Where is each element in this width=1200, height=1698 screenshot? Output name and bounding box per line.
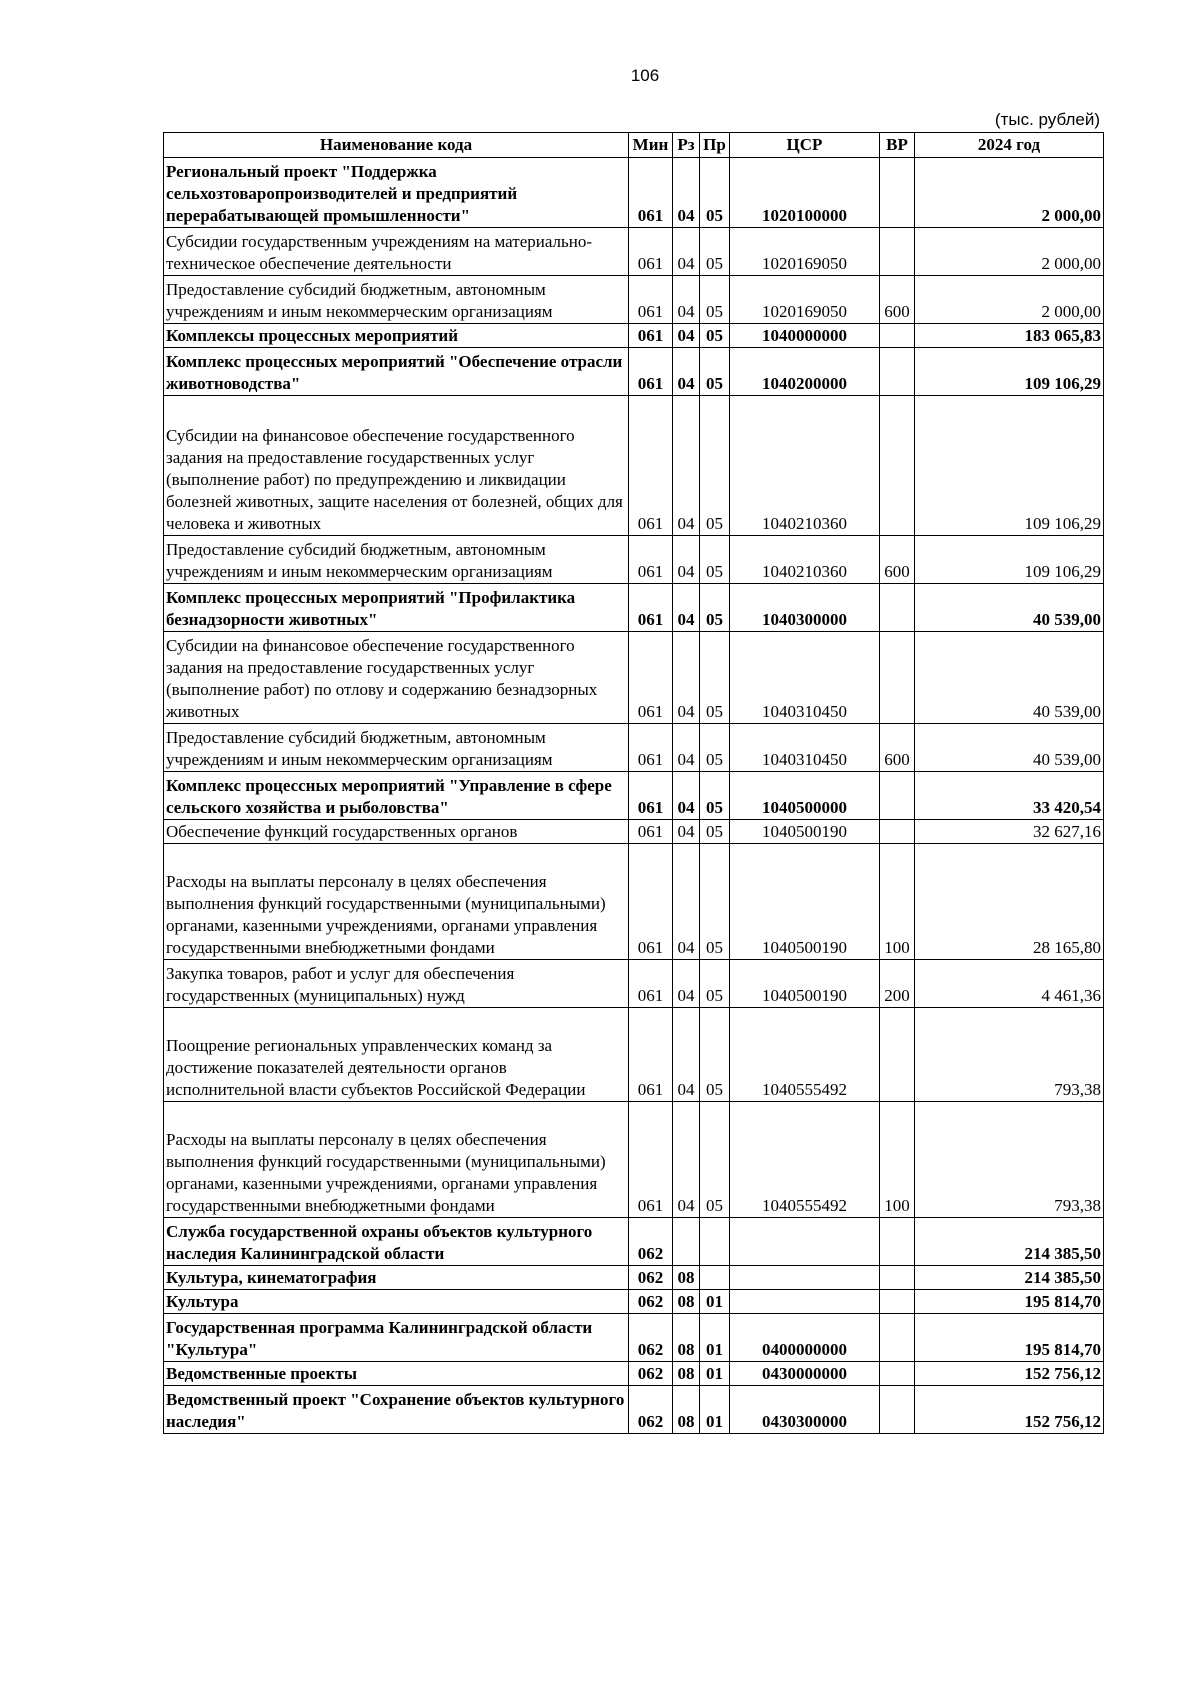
row-rz: 04 [673, 724, 700, 772]
row-pr: 05 [700, 724, 730, 772]
row-amount: 195 814,70 [915, 1314, 1104, 1362]
row-name: Комплексы процессных мероприятий [164, 324, 629, 348]
row-amount: 32 627,16 [915, 820, 1104, 844]
row-rz: 04 [673, 276, 700, 324]
row-name: Субсидии на финансовое обеспечение государственного задания на предоставление государственных услуг (выполнение работ) по предупреждению и ликвидации болезней животных, защите населения от болезней, общих для человека и животных [164, 396, 629, 536]
row-pr: 05 [700, 820, 730, 844]
row-rz: 04 [673, 228, 700, 276]
row-rz: 04 [673, 632, 700, 724]
row-rz: 04 [673, 844, 700, 960]
row-min: 061 [629, 1102, 673, 1218]
row-name: Ведомственный проект "Сохранение объектов культурного наследия" [164, 1386, 629, 1434]
row-rz: 04 [673, 536, 700, 584]
header-name: Наименование кода [164, 133, 629, 158]
row-rz: 08 [673, 1386, 700, 1434]
row-name: Ведомственные проекты [164, 1362, 629, 1386]
row-csr: 0400000000 [730, 1314, 880, 1362]
table-row [164, 1290, 1104, 1314]
row-vr [880, 1314, 915, 1362]
row-amount: 28 165,80 [915, 844, 1104, 960]
table-row [164, 960, 1104, 1008]
row-pr: 05 [700, 228, 730, 276]
row-name: Предоставление субсидий бюджетным, автономным учреждениям и иным некоммерческим организациям [164, 276, 629, 324]
header-rz: Рз [673, 133, 700, 158]
row-csr: 1040310450 [730, 724, 880, 772]
row-vr: 600 [880, 724, 915, 772]
row-name: Региональный проект "Поддержка сельхозтоваропроизводителей и предприятий перерабатывающей промышленности" [164, 158, 629, 228]
row-csr: 1040210360 [730, 396, 880, 536]
row-pr: 05 [700, 632, 730, 724]
row-name: Расходы на выплаты персоналу в целях обеспечения выполнения функций государственными (муниципальными) органами, казенными учреждениями, органами управления государственными внебюджетными фондами [164, 1102, 629, 1218]
header-csr: ЦСР [730, 133, 880, 158]
row-csr: 1040500190 [730, 844, 880, 960]
row-pr: 05 [700, 324, 730, 348]
row-name: Предоставление субсидий бюджетным, автономным учреждениям и иным некоммерческим организациям [164, 724, 629, 772]
row-amount: 40 539,00 [915, 724, 1104, 772]
row-rz: 04 [673, 396, 700, 536]
header-pr: Пр [700, 133, 730, 158]
row-amount: 109 106,29 [915, 396, 1104, 536]
row-csr: 1040500000 [730, 772, 880, 820]
row-amount: 152 756,12 [915, 1362, 1104, 1386]
row-vr [880, 348, 915, 396]
row-pr: 05 [700, 960, 730, 1008]
row-csr: 1020169050 [730, 276, 880, 324]
row-vr: 600 [880, 276, 915, 324]
row-rz: 08 [673, 1314, 700, 1362]
row-pr: 05 [700, 584, 730, 632]
row-name: Расходы на выплаты персоналу в целях обеспечения выполнения функций государственными (муниципальными) органами, казенными учреждениями, органами управления государственными внебюджетными фондами [164, 844, 629, 960]
row-amount: 109 106,29 [915, 348, 1104, 396]
row-min: 061 [629, 158, 673, 228]
row-csr: 0430300000 [730, 1386, 880, 1434]
row-amount: 4 461,36 [915, 960, 1104, 1008]
table-row [164, 228, 1104, 276]
row-min: 061 [629, 724, 673, 772]
row-name: Государственная программа Калининградской области "Культура" [164, 1314, 629, 1362]
row-name: Обеспечение функций государственных органов [164, 820, 629, 844]
row-amount: 214 385,50 [915, 1218, 1104, 1266]
row-name: Субсидии государственным учреждениям на материально-техническое обеспечение деятельности [164, 228, 629, 276]
table-row [164, 324, 1104, 348]
table-row [164, 820, 1104, 844]
table-row [164, 772, 1104, 820]
row-name: Поощрение региональных управленческих команд за достижение показателей деятельности органов исполнительной власти субъектов Российской Федерации [164, 1008, 629, 1102]
row-name: Культура, кинематография [164, 1266, 629, 1290]
row-name: Закупка товаров, работ и услуг для обеспечения государственных (муниципальных) нужд [164, 960, 629, 1008]
row-vr: 100 [880, 844, 915, 960]
row-rz: 08 [673, 1362, 700, 1386]
row-min: 061 [629, 276, 673, 324]
row-csr: 1020169050 [730, 228, 880, 276]
row-csr: 0430000000 [730, 1362, 880, 1386]
row-amount: 183 065,83 [915, 324, 1104, 348]
row-name: Служба государственной охраны объектов культурного наследия Калининградской области [164, 1218, 629, 1266]
table-row [164, 1218, 1104, 1266]
row-amount: 33 420,54 [915, 772, 1104, 820]
row-min: 062 [629, 1266, 673, 1290]
row-vr [880, 1218, 915, 1266]
row-vr [880, 1386, 915, 1434]
row-csr: 1040500190 [730, 960, 880, 1008]
table-header-row [164, 133, 1104, 158]
row-pr: 01 [700, 1290, 730, 1314]
row-csr: 1040200000 [730, 348, 880, 396]
row-name: Предоставление субсидий бюджетным, автономным учреждениям и иным некоммерческим организациям [164, 536, 629, 584]
row-amount: 152 756,12 [915, 1386, 1104, 1434]
row-vr [880, 228, 915, 276]
row-vr [880, 584, 915, 632]
row-pr: 05 [700, 276, 730, 324]
row-vr [880, 324, 915, 348]
page-number: 106 [630, 66, 660, 85]
table-row [164, 1386, 1104, 1434]
units-label: (тыс. рублей) [994, 110, 1100, 129]
row-amount: 2 000,00 [915, 158, 1104, 228]
row-vr [880, 772, 915, 820]
row-min: 061 [629, 772, 673, 820]
row-amount: 793,38 [915, 1008, 1104, 1102]
row-min: 062 [629, 1386, 673, 1434]
row-vr: 600 [880, 536, 915, 584]
row-vr [880, 396, 915, 536]
row-name: Комплекс процессных мероприятий "Профилактика безнадзорности животных" [164, 584, 629, 632]
row-min: 062 [629, 1218, 673, 1266]
row-min: 061 [629, 632, 673, 724]
row-amount: 40 539,00 [915, 632, 1104, 724]
row-pr [700, 1266, 730, 1290]
row-rz: 04 [673, 324, 700, 348]
row-csr: 1040300000 [730, 584, 880, 632]
row-min: 062 [629, 1362, 673, 1386]
row-amount: 40 539,00 [915, 584, 1104, 632]
table-row [164, 396, 1104, 536]
row-rz: 04 [673, 1102, 700, 1218]
header-min: Мин [629, 133, 673, 158]
row-min: 062 [629, 1314, 673, 1362]
table-row [164, 1362, 1104, 1386]
table-row [164, 158, 1104, 228]
row-csr: 1040210360 [730, 536, 880, 584]
row-csr: 1040000000 [730, 324, 880, 348]
table-row [164, 844, 1104, 960]
table-row [164, 724, 1104, 772]
row-min: 062 [629, 1290, 673, 1314]
row-rz: 04 [673, 1008, 700, 1102]
row-amount: 793,38 [915, 1102, 1104, 1218]
row-rz: 04 [673, 158, 700, 228]
row-min: 061 [629, 584, 673, 632]
row-pr: 05 [700, 536, 730, 584]
row-min: 061 [629, 324, 673, 348]
row-csr: 1040555492 [730, 1008, 880, 1102]
header-vr: ВР [880, 133, 915, 158]
row-min: 061 [629, 1008, 673, 1102]
row-rz: 04 [673, 960, 700, 1008]
row-rz: 04 [673, 820, 700, 844]
row-min: 061 [629, 820, 673, 844]
row-pr: 05 [700, 1102, 730, 1218]
row-csr: 1040555492 [730, 1102, 880, 1218]
row-pr: 01 [700, 1362, 730, 1386]
table-row [164, 632, 1104, 724]
row-vr [880, 1290, 915, 1314]
row-csr: 1040500190 [730, 820, 880, 844]
row-pr: 05 [700, 158, 730, 228]
row-vr [880, 1266, 915, 1290]
row-rz: 04 [673, 348, 700, 396]
row-vr: 100 [880, 1102, 915, 1218]
row-min: 061 [629, 228, 673, 276]
row-min: 061 [629, 536, 673, 584]
row-pr: 05 [700, 844, 730, 960]
table-row [164, 1102, 1104, 1218]
row-csr: 1040310450 [730, 632, 880, 724]
row-rz: 08 [673, 1290, 700, 1314]
row-rz [673, 1218, 700, 1266]
row-csr [730, 1290, 880, 1314]
row-rz: 08 [673, 1266, 700, 1290]
row-vr [880, 820, 915, 844]
row-amount: 214 385,50 [915, 1266, 1104, 1290]
header-year: 2024 год [915, 133, 1104, 158]
row-csr [730, 1218, 880, 1266]
budget-table [163, 132, 1104, 1434]
table-row [164, 584, 1104, 632]
row-vr [880, 158, 915, 228]
table-row [164, 1008, 1104, 1102]
row-pr: 01 [700, 1314, 730, 1362]
row-vr: 200 [880, 960, 915, 1008]
row-name: Культура [164, 1290, 629, 1314]
row-rz: 04 [673, 772, 700, 820]
row-name: Комплекс процессных мероприятий "Обеспечение отрасли животноводства" [164, 348, 629, 396]
row-vr [880, 1362, 915, 1386]
row-amount: 109 106,29 [915, 536, 1104, 584]
row-amount: 195 814,70 [915, 1290, 1104, 1314]
table-row [164, 1314, 1104, 1362]
row-pr: 05 [700, 772, 730, 820]
table-row [164, 536, 1104, 584]
row-pr: 05 [700, 348, 730, 396]
row-amount: 2 000,00 [915, 276, 1104, 324]
row-min: 061 [629, 396, 673, 536]
row-name: Субсидии на финансовое обеспечение государственного задания на предоставление государственных услуг (выполнение работ) по отлову и содержанию безнадзорных животных [164, 632, 629, 724]
table-row [164, 348, 1104, 396]
row-vr [880, 632, 915, 724]
row-pr: 05 [700, 1008, 730, 1102]
row-pr: 05 [700, 396, 730, 536]
row-min: 061 [629, 960, 673, 1008]
row-name: Комплекс процессных мероприятий "Управление в сфере сельского хозяйства и рыболовства" [164, 772, 629, 820]
row-pr [700, 1218, 730, 1266]
row-min: 061 [629, 844, 673, 960]
row-amount: 2 000,00 [915, 228, 1104, 276]
row-csr [730, 1266, 880, 1290]
row-csr: 1020100000 [730, 158, 880, 228]
row-pr: 01 [700, 1386, 730, 1434]
row-rz: 04 [673, 584, 700, 632]
table-row [164, 1266, 1104, 1290]
table-row [164, 276, 1104, 324]
row-min: 061 [629, 348, 673, 396]
row-vr [880, 1008, 915, 1102]
